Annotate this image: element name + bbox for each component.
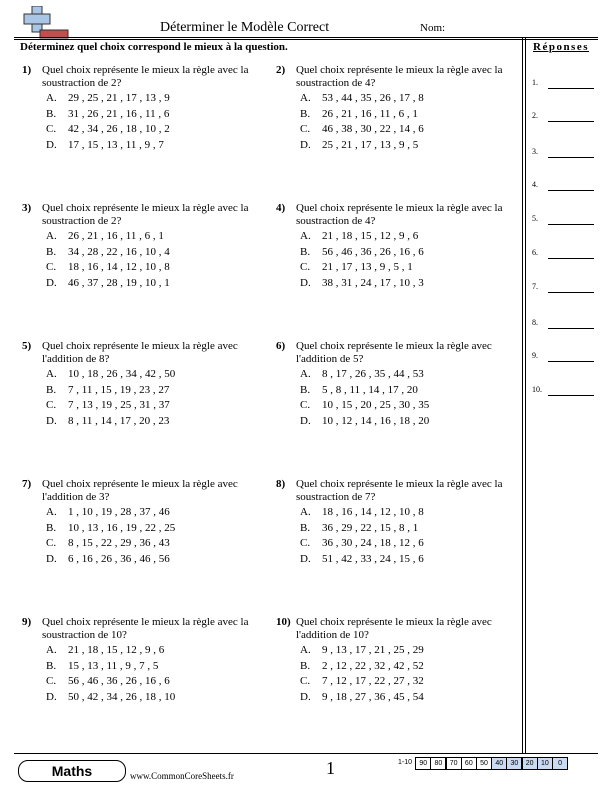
option-item[interactable] — [300, 660, 424, 676]
option-item[interactable] — [46, 139, 170, 155]
option-item[interactable] — [300, 553, 424, 569]
option-item[interactable] — [46, 660, 175, 676]
option-value: 50 , 42 , 34 , 26 , 18 , 10 — [68, 690, 176, 703]
question-text: Quel choix représente le mieux la règle avec l'addition de 10? — [296, 616, 492, 641]
answer-blank[interactable] — [548, 88, 594, 89]
option-value: 51 , 42 , 33 , 24 , 15 , 6 — [322, 552, 424, 565]
option-value: 2 , 12 , 22 , 32 , 42 , 52 — [322, 659, 424, 672]
option-value: 17 , 15 , 13 , 11 , 9 , 7 — [68, 138, 164, 151]
option-letter: A. — [46, 368, 57, 380]
answer-line[interactable] — [532, 385, 594, 399]
option-item[interactable] — [300, 277, 424, 293]
score-cell: 90 — [415, 757, 431, 770]
question-text: Quel choix représente le mieux la règle avec la soustraction de 2? — [42, 202, 249, 227]
option-value: 56 , 46 , 36 , 26 , 16 , 6 — [68, 675, 170, 687]
question-number: 9) — [22, 616, 32, 628]
option-value: 9 , 18 , 27 , 36 , 45 , 54 — [322, 690, 424, 703]
question-7 — [22, 478, 262, 578]
option-letter: D. — [46, 690, 57, 703]
option-letter: B. — [300, 659, 311, 672]
option-value: 36 , 29 , 22 , 15 , 8 , 1 — [322, 521, 419, 534]
question-number: 8) — [276, 478, 286, 490]
score-cell: 0 — [552, 757, 568, 770]
option-value: 46 , 37 , 28 , 19 , 10 , 1 — [68, 276, 170, 289]
option-letter: C. — [300, 399, 311, 411]
option-letter: C. — [46, 537, 57, 549]
option-letter: B. — [46, 107, 57, 120]
option-letter: B. — [300, 107, 311, 120]
header-rule-thin — [14, 39, 598, 40]
plus-minus-logo-icon — [16, 6, 70, 40]
question-number: 6) — [276, 340, 286, 352]
question-9 — [22, 616, 262, 716]
option-item[interactable] — [300, 415, 429, 431]
option-item[interactable] — [46, 92, 170, 108]
question-number: 1) — [22, 64, 32, 76]
option-item[interactable] — [46, 261, 170, 277]
question-text: Quel choix représente le mieux la règle avec l'addition de 3? — [42, 478, 238, 503]
option-letter: A. — [46, 506, 57, 518]
option-value: 8 , 17 , 26 , 35 , 44 , 53 — [322, 368, 424, 380]
option-value: 5 , 8 , 11 , 14 , 17 , 20 — [322, 383, 418, 396]
answer-number: 3. — [532, 147, 538, 156]
option-item[interactable] — [46, 691, 175, 707]
page-title: Déterminer le Modèle Correct — [160, 20, 330, 35]
answer-number: 1. — [532, 78, 538, 87]
option-letter: B. — [46, 245, 57, 258]
answer-number: 10. — [532, 385, 542, 394]
question-number: 3) — [22, 202, 32, 214]
option-item[interactable] — [46, 384, 175, 400]
answer-line[interactable] — [532, 180, 594, 194]
option-letter: D. — [300, 138, 311, 151]
option-item[interactable] — [300, 230, 424, 246]
column-divider-thin — [525, 38, 526, 753]
options-list — [46, 92, 170, 154]
option-item[interactable] — [300, 522, 424, 538]
option-value: 10 , 12 , 14 , 16 , 18 , 20 — [322, 414, 430, 427]
answer-blank[interactable] — [548, 361, 594, 362]
page-number: 1 — [326, 758, 335, 778]
answer-number: 9. — [532, 351, 538, 360]
option-value: 53 , 44 , 35 , 26 , 17 , 8 — [322, 92, 424, 104]
option-value: 8 , 11 , 14 , 17 , 20 , 23 — [68, 414, 170, 427]
option-item[interactable] — [46, 230, 170, 246]
footer-rule — [14, 753, 598, 754]
option-letter: C. — [300, 261, 311, 273]
option-item[interactable] — [300, 506, 424, 522]
option-item[interactable] — [46, 553, 175, 569]
answer-blank[interactable] — [548, 328, 594, 329]
question-text: Quel choix représente le mieux la règle avec l'addition de 5? — [296, 340, 492, 365]
question-number: 4) — [276, 202, 286, 214]
option-item[interactable] — [300, 139, 424, 155]
options-list — [46, 368, 175, 430]
question-1 — [22, 64, 262, 164]
option-value: 7 , 11 , 15 , 19 , 23 , 27 — [68, 383, 170, 396]
option-item[interactable] — [46, 246, 170, 262]
header-rule — [14, 37, 598, 38]
option-value: 10 , 18 , 26 , 34 , 42 , 50 — [68, 368, 176, 380]
option-value: 21 , 18 , 15 , 12 , 9 , 6 — [68, 644, 165, 656]
score-cell: 80 — [430, 757, 446, 770]
option-letter: B. — [46, 521, 57, 534]
score-cell: 70 — [446, 757, 462, 770]
question-number: 7) — [22, 478, 32, 490]
site-url: www.CommonCoreSheets.fr — [130, 771, 234, 781]
question-8 — [276, 478, 516, 578]
option-letter: C. — [46, 261, 57, 273]
option-letter: C. — [300, 123, 311, 135]
option-letter: B. — [46, 659, 57, 672]
answer-line[interactable] — [532, 147, 594, 161]
option-letter: B. — [300, 383, 311, 396]
option-item[interactable] — [300, 123, 424, 139]
option-letter: A. — [46, 230, 57, 242]
option-value: 26 , 21 , 16 , 11 , 6 , 1 — [68, 230, 164, 242]
option-item[interactable] — [46, 368, 175, 384]
option-item[interactable] — [300, 108, 424, 124]
option-item[interactable] — [46, 108, 170, 124]
score-cell: 20 — [522, 757, 538, 770]
question-text: Quel choix représente le mieux la règle avec l'addition de 8? — [42, 340, 238, 365]
option-item[interactable] — [46, 644, 175, 660]
option-value: 15 , 13 , 11 , 9 , 7 , 5 — [68, 659, 159, 672]
option-item[interactable] — [46, 506, 175, 522]
column-divider — [522, 38, 523, 753]
option-item[interactable] — [300, 691, 424, 707]
question-number: 2) — [276, 64, 286, 76]
option-value: 7 , 13 , 19 , 25 , 31 , 37 — [68, 399, 170, 411]
options-list — [300, 230, 424, 292]
option-item[interactable] — [46, 537, 175, 553]
option-value: 42 , 34 , 26 , 18 , 10 , 2 — [68, 123, 170, 135]
option-item[interactable] — [300, 644, 424, 660]
option-letter: D. — [46, 414, 57, 427]
option-value: 29 , 25 , 21 , 17 , 13 , 9 — [68, 92, 170, 104]
option-letter: D. — [46, 276, 57, 289]
option-value: 8 , 15 , 22 , 29 , 36 , 43 — [68, 537, 170, 549]
option-value: 18 , 16 , 14 , 12 , 10 , 8 — [322, 506, 424, 518]
question-text: Quel choix représente le mieux la règle avec la soustraction de 4? — [296, 202, 503, 227]
answer-line[interactable] — [532, 248, 594, 262]
options-list — [300, 644, 424, 706]
answer-blank[interactable] — [548, 292, 594, 293]
option-letter: A. — [300, 368, 311, 380]
answer-number: 2. — [532, 111, 538, 120]
option-item[interactable] — [300, 92, 424, 108]
score-cell: 10 — [537, 757, 553, 770]
option-letter: A. — [300, 506, 311, 518]
question-3 — [22, 202, 262, 302]
instruction-text: Déterminez quel choix correspond le mieux à la question. — [20, 41, 288, 53]
option-value: 46 , 38 , 30 , 22 , 14 , 6 — [322, 123, 424, 135]
option-value: 38 , 31 , 24 , 17 , 10 , 3 — [322, 276, 424, 289]
option-item[interactable] — [46, 415, 175, 431]
score-table — [398, 757, 568, 770]
option-value: 10 , 13 , 16 , 19 , 22 , 25 — [68, 521, 176, 534]
question-5 — [22, 340, 262, 440]
option-value: 6 , 16 , 26 , 36 , 46 , 56 — [68, 552, 170, 565]
option-letter: D. — [300, 276, 311, 289]
option-item[interactable] — [300, 261, 424, 277]
options-list — [300, 506, 424, 568]
name-label: Nom: — [420, 22, 446, 34]
option-letter: C. — [46, 123, 57, 135]
answer-blank[interactable] — [548, 258, 594, 259]
option-value: 26 , 21 , 16 , 11 , 6 , 1 — [322, 107, 418, 120]
option-letter: A. — [300, 644, 311, 656]
options-list — [300, 368, 429, 430]
answer-number: 8. — [532, 318, 538, 327]
question-text: Quel choix représente le mieux la règle avec la soustraction de 10? — [42, 616, 249, 641]
option-value: 25 , 21 , 17 , 13 , 9 , 5 — [322, 138, 419, 151]
answer-number: 5. — [532, 214, 538, 223]
answer-number: 6. — [532, 248, 538, 257]
answer-number: 7. — [532, 282, 538, 291]
option-value: 9 , 13 , 17 , 21 , 25 , 29 — [322, 644, 424, 656]
option-letter: B. — [300, 521, 311, 534]
option-value: 56 , 46 , 36 , 26 , 16 , 6 — [322, 245, 424, 258]
option-item[interactable] — [46, 522, 175, 538]
option-letter: A. — [46, 644, 57, 656]
option-letter: C. — [46, 675, 57, 687]
option-letter: A. — [300, 92, 311, 104]
answer-blank[interactable] — [548, 224, 594, 225]
option-letter: A. — [46, 92, 57, 104]
answers-heading: Réponses — [533, 41, 590, 53]
option-value: 7 , 12 , 17 , 22 , 27 , 32 — [322, 675, 424, 687]
option-item[interactable] — [300, 399, 429, 415]
answer-line[interactable] — [532, 351, 594, 365]
option-item[interactable] — [46, 399, 175, 415]
option-item[interactable] — [300, 537, 424, 553]
answer-line[interactable] — [532, 318, 594, 332]
option-value: 10 , 15 , 20 , 25 , 30 , 35 — [322, 399, 430, 411]
option-letter: B. — [46, 383, 57, 396]
answer-number: 4. — [532, 180, 538, 189]
question-number: 5) — [22, 340, 32, 352]
option-letter: D. — [46, 552, 57, 565]
option-item[interactable] — [300, 246, 424, 262]
answer-line[interactable] — [532, 111, 594, 125]
options-list — [46, 644, 175, 706]
answer-blank[interactable] — [548, 395, 594, 396]
answer-blank[interactable] — [548, 190, 594, 191]
options-list — [300, 92, 424, 154]
option-value: 21 , 18 , 15 , 12 , 9 , 6 — [322, 230, 419, 242]
question-text: Quel choix représente le mieux la règle avec la soustraction de 2? — [42, 64, 249, 89]
option-item[interactable] — [300, 384, 429, 400]
option-letter: B. — [300, 245, 311, 258]
option-letter: C. — [300, 675, 311, 687]
option-letter: D. — [300, 690, 311, 703]
score-cell: 40 — [491, 757, 507, 770]
brand-badge: Maths — [18, 760, 126, 782]
answer-blank[interactable] — [548, 121, 594, 122]
question-number: 10) — [276, 616, 291, 628]
option-letter: D. — [46, 138, 57, 151]
option-letter: D. — [300, 552, 311, 565]
option-value: 36 , 30 , 24 , 18 , 12 , 6 — [322, 537, 424, 549]
option-value: 1 , 10 , 19 , 28 , 37 , 46 — [68, 506, 170, 518]
question-10 — [276, 616, 516, 716]
question-4 — [276, 202, 516, 302]
option-item[interactable] — [300, 675, 424, 691]
option-item[interactable] — [46, 675, 175, 691]
score-cell: 30 — [506, 757, 522, 770]
question-2 — [276, 64, 516, 164]
options-list — [46, 506, 175, 568]
answer-line[interactable] — [532, 78, 594, 92]
options-list — [46, 230, 170, 292]
question-text: Quel choix représente le mieux la règle avec la soustraction de 7? — [296, 478, 503, 503]
question-text: Quel choix représente le mieux la règle avec la soustraction de 4? — [296, 64, 503, 89]
option-item[interactable] — [46, 277, 170, 293]
answer-line[interactable] — [532, 282, 594, 296]
option-value: 18 , 16 , 14 , 12 , 10 , 8 — [68, 261, 170, 273]
answer-line[interactable] — [532, 214, 594, 228]
option-value: 21 , 17 , 13 , 9 , 5 , 1 — [322, 261, 413, 273]
option-value: 31 , 26 , 21 , 16 , 11 , 6 — [68, 107, 170, 120]
option-letter: C. — [300, 537, 311, 549]
option-letter: C. — [46, 399, 57, 411]
score-cell: 50 — [476, 757, 492, 770]
question-6 — [276, 340, 516, 440]
option-item[interactable] — [46, 123, 170, 139]
option-item[interactable] — [300, 368, 429, 384]
option-letter: D. — [300, 414, 311, 427]
score-cell: 60 — [461, 757, 477, 770]
answer-blank[interactable] — [548, 157, 594, 158]
option-value: 34 , 28 , 22 , 16 , 10 , 4 — [68, 245, 170, 258]
score-range: 1-10 — [398, 759, 413, 766]
option-letter: A. — [300, 230, 311, 242]
